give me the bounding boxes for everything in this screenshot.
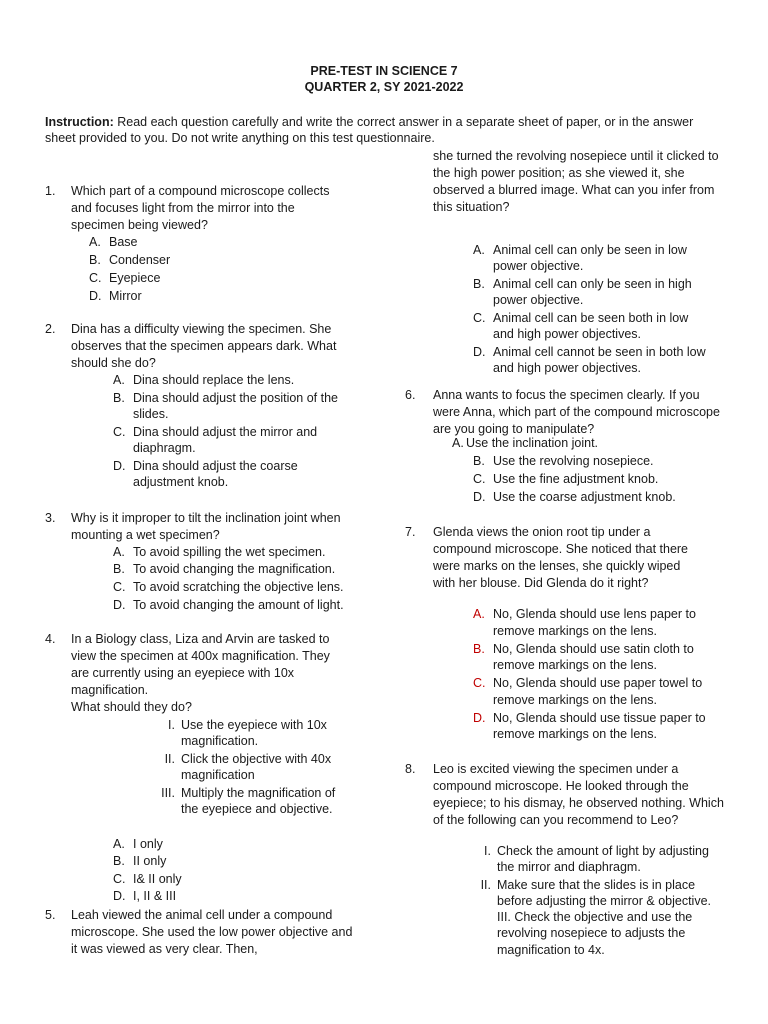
question-text-continued: she turned the revolving nosepiece until it clicked to the high power position; as she viewed it, she observed a blurred image. What can you infer from this situation? bbox=[433, 149, 719, 214]
option-b: B. Dina should adjust the position of the bbox=[113, 391, 338, 405]
question-text: Which part of a compound microscope collects and focuses light from the mirror into the specimen being viewed? bbox=[71, 184, 330, 232]
option-a: A. To avoid spilling the wet specimen. bbox=[113, 545, 326, 559]
option-b: B. II only bbox=[113, 854, 167, 868]
option-b-cont: slides. bbox=[133, 407, 169, 421]
option-d-cont: adjustment knob. bbox=[133, 475, 229, 489]
option-c: C. Eyepiece bbox=[89, 271, 161, 285]
question-text: Anna wants to focus the specimen clearly. If you were Anna, which part of the compound microscope are you going to manipulate? bbox=[433, 388, 720, 436]
option-a: A. Dina should replace the lens. bbox=[113, 373, 295, 387]
question-text: Glenda views the onion root tip under a compound microscope. She noticed that there were marks on the lenses, she quickly wiped with her blouse. Did Glenda do it right? bbox=[433, 525, 689, 590]
question-number: 2. bbox=[45, 322, 56, 336]
option-c: C. Dina should adjust the mirror and bbox=[113, 425, 318, 439]
option-b: B. Condenser bbox=[89, 253, 171, 267]
option-d: D. Animal cell cannot be seen in both low bbox=[473, 345, 706, 359]
option-b: B. To avoid changing the magnification. bbox=[113, 562, 336, 576]
option-a-cont: remove markings on the lens. bbox=[493, 624, 657, 638]
option-d: D. Mirror bbox=[89, 289, 142, 303]
instruction-paragraph bbox=[45, 114, 725, 146]
option-c: C. I& II only bbox=[113, 872, 182, 886]
question-number: 6. bbox=[405, 388, 416, 402]
question-number: 7. bbox=[405, 525, 416, 539]
roman-item-3-cont: revolving nosepiece to adjusts the bbox=[497, 926, 686, 940]
option-d-cont: remove markings on the lens. bbox=[493, 727, 657, 741]
question-number: 1. bbox=[45, 184, 56, 198]
question-text: In a Biology class, Liza and Arvin are tasked to view the specimen at 400x magnification. They are currently using an eyepiece with 10x magnification. bbox=[71, 632, 330, 697]
roman-item-3: III. Check the objective and use the bbox=[497, 910, 693, 924]
option-a-cont: power objective. bbox=[493, 259, 584, 273]
option-a: A. Use the inclination joint. bbox=[452, 436, 599, 450]
option-c: C. Use the fine adjustment knob. bbox=[473, 472, 659, 486]
option-b-cont: power objective. bbox=[493, 293, 584, 307]
option-c-cont: diaphragm. bbox=[133, 441, 196, 455]
question-text: Dina has a difficulty viewing the specimen. She observes that the specimen appears dark. What should she do? bbox=[71, 322, 337, 370]
option-c: C. Animal cell can be seen both in low bbox=[473, 311, 689, 325]
question-number: 3. bbox=[45, 511, 56, 525]
option-d: D. Use the coarse adjustment knob. bbox=[473, 490, 676, 504]
option-a: A. I only bbox=[113, 837, 163, 851]
option-a: A. Animal cell can only be seen in low bbox=[473, 243, 687, 257]
option-c: C. No, Glenda should use paper towel to bbox=[473, 676, 703, 690]
option-c-cont: and high power objectives. bbox=[493, 327, 642, 341]
question-number: 5. bbox=[45, 908, 56, 922]
question-text: Leah viewed the animal cell under a compound microscope. She used the low power objective and it was viewed as very clear. Then, bbox=[71, 908, 353, 956]
option-d: D. To avoid changing the amount of light. bbox=[113, 598, 344, 612]
option-b-cont: remove markings on the lens. bbox=[493, 658, 657, 672]
instruction-text: Read each question carefully and write the correct answer in a separate sheet of paper, or in the answer sheet provided to you. Do not write anything on this test questionnaire. bbox=[45, 115, 694, 145]
option-d: D. No, Glenda should use tissue paper to bbox=[473, 711, 706, 725]
option-d: D. Dina should adjust the coarse bbox=[113, 459, 298, 473]
question-text: Why is it improper to tilt the inclination joint when mounting a wet specimen? bbox=[71, 511, 341, 542]
option-d: D. I, II & III bbox=[113, 889, 177, 903]
instruction-label: Instruction: bbox=[45, 115, 114, 129]
test-page: PRE-TEST IN SCIENCE 7 QUARTER 2, SY 2021-2022 Instruction: Read each question carefully and write the correct answer in a separate sheet of paper, or in the answer sheet provided to you. Do not write anything on this test questionnaire. 1. Which part of a compound microscope collects and focuses light from the mirror into the specimen being viewed? A. Base B. Condenser C. Eyepiece D. Mirror 2. Dina has a difficulty viewing the specimen. She observes that the specimen appears dark. What should she do? A. Dina should replace the lens. B. Dina should adjust the position of the slides. C. Dina should adjust the mirror and diaphragm. D. Dina should adjust the coarse adjustment knob. 3. Why is it improper to tilt the inclination joint when mounting a wet specimen? A. To avoid spilling the wet specimen. B. To avoid changing the magnification. C. To avoid scratching the objective lens. D. To avoid changing the amount of light. 4. In a Biology class, Liza and Arvin are tasked to view the specimen at 400x magnification. They are currently using an eyepiece with 10x magnification. What should they do? I. Use the eyepiece with 10x magnification. II. Click the objective with 40x magnification III. Multiply the magnification of the eyepiece and objective. A. I only B. II only C. I& II only D. I, II & III 5. Leah viewed the animal cell under a compound microscope. She used the low power objective and it was viewed as very clear. Then, she turned the revolving nosepiece until it clicked to the high power position; as she viewed it, she observed a blurred image. What can you infer from this situation? A. Animal cell can only be seen in low power objective. B. Animal cell can only be seen in high power objective. C. Animal cell can be seen both in low and high power objectives. D. Animal cell cannot be seen in both low and high power objectives. 6. Anna wants to focus the specimen clearly. If you were Anna, which part of the compound microscope are you going to manipulate? A. Use the inclination joint. B. Use the revolving nosepiece. C. Use the fine adjustment knob. D. Use the coarse adjustment knob. 7. Glenda views the onion root tip under a compound microscope. She noticed that there were marks on the lenses, she quickly wiped with her blouse. Did Glenda do it right? A. No, Glenda should use lens paper to remove markings on the lens. B. No, Glenda should use satin cloth to remove markings on the lens. C. No, Glenda should use paper towel to remove markings on the lens. D. No, Glenda should use tissue paper to remove markings on the lens. 8. Leo is excited viewing the specimen under a compound microscope. He looked through the eyepiece; to his dismay, he observed nothing. Which of the following can you recommend to Leo? I. Check the amount of light by adjusting the mirror and diaphragm. II. Make sure that the slides is in place before adjusting the mirror & objective. III. Check the objective and use the revolving nosepiece to adjusts the magnification to 4x. bbox=[0, 0, 768, 1024]
option-c-cont: remove markings on the lens. bbox=[493, 693, 657, 707]
option-b: B. Use the revolving nosepiece. bbox=[473, 454, 654, 468]
option-a: A. Base bbox=[89, 235, 138, 249]
option-c: C. To avoid scratching the objective lens. bbox=[113, 580, 344, 594]
option-b: B. Animal cell can only be seen in high bbox=[473, 277, 692, 291]
option-d-cont: and high power objectives. bbox=[493, 361, 642, 375]
option-a: A. No, Glenda should use lens paper to bbox=[473, 607, 696, 621]
roman-item-3-cont: magnification to 4x. bbox=[497, 943, 605, 957]
question-text: Leo is excited viewing the specimen under a compound microscope. He looked through the eyepiece; to his dismay, he observed nothing. Which of the following can you recommend to Leo? bbox=[433, 762, 724, 827]
test-title: PRE-TEST IN SCIENCE 7 bbox=[310, 64, 458, 78]
question-subtext: What should they do? bbox=[71, 700, 192, 714]
question-number: 4. bbox=[45, 632, 56, 646]
test-subtitle: QUARTER 2, SY 2021-2022 bbox=[304, 80, 464, 94]
option-b: B. No, Glenda should use satin cloth to bbox=[473, 642, 694, 656]
question-number: 8. bbox=[405, 762, 416, 776]
